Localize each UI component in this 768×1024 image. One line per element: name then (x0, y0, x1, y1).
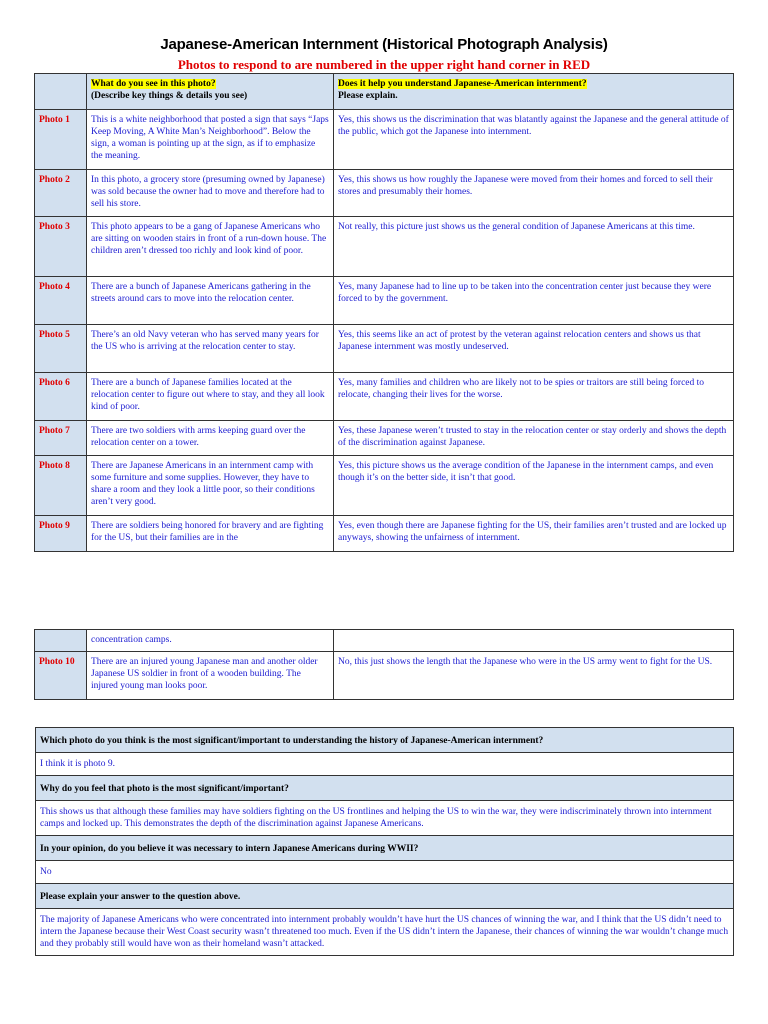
photo-label: Photo 8 (35, 456, 87, 516)
response-row (36, 801, 734, 836)
photo-label: Photo 7 (35, 421, 87, 456)
page-title: Japanese-American Internment (Historical Photograph Analysis) (160, 36, 608, 53)
photo-analysis-table (34, 73, 734, 552)
answer-cell: Yes, many Japanese had to line up to be taken into the concentration center just because they were forced to by the government. (334, 277, 734, 325)
description-cell: There are two soldiers with arms keeping guard over the relocation center on a tower. (87, 421, 334, 456)
photo-label: Photo 4 (35, 277, 87, 325)
question-cell: In your opinion, do you believe it was necessary to intern Japanese Americans during WWII? (36, 836, 734, 861)
question-cell: Which photo do you think is the most significant/important to understanding the history of Japanese-American internment? (36, 728, 734, 753)
header-help-cell (334, 74, 734, 110)
reflection-questions-table (35, 727, 734, 956)
question-row (36, 836, 734, 861)
page-subtitle: Photos to respond to are numbered in the upper right hand corner in RED (177, 57, 591, 72)
table-header-row (35, 74, 734, 110)
description-cell: There are a bunch of Japanese Americans gathering in the streets around cars to move into the relocation center. (87, 277, 334, 325)
table-row (35, 373, 734, 421)
description-cell: There are a bunch of Japanese families located at the relocation center to figure out where to stay, and they all look kind of poor. (87, 373, 334, 421)
description-cell: This photo appears to be a gang of Japanese Americans who are sitting on wooden stairs in front of a run-down house. The children aren’t dressed too richly and look kind of poor. (87, 217, 334, 277)
question-row (36, 776, 734, 801)
table-row (35, 217, 734, 277)
table-row (35, 277, 734, 325)
answer-cell: Not really, this picture just shows us the general condition of Japanese Americans at this time. (334, 217, 734, 277)
answer-cell: Yes, this shows us how roughly the Japanese were moved from their homes and forced to sell their stores and presumably their homes. (334, 170, 734, 217)
table-row (35, 630, 734, 652)
photo-label: Photo 2 (35, 170, 87, 217)
response-row (36, 753, 734, 776)
answer-cell: Yes, this seems like an act of protest by the veteran against relocation centers and shows us that Japanese internment was mostly undeserved. (334, 325, 734, 373)
description-cell: There are soldiers being honored for bravery and are fighting for the US, but their families are in the (87, 516, 334, 552)
photo-analysis-table-continued (34, 629, 734, 700)
answer-cell: Yes, these Japanese weren’t trusted to stay in the relocation center or stay orderly and shows the depth of the discrimination against Japanese. (334, 421, 734, 456)
question-cell: Please explain your answer to the question above. (36, 884, 734, 909)
answer-cell: Yes, even though there are Japanese fighting for the US, their families aren’t trusted and are locked up anyways, showing the unfairness of internment. (334, 516, 734, 552)
description-cell: In this photo, a grocery store (presuming owned by Japanese) was sold because the owner had to move and therefore had to sell his store. (87, 170, 334, 217)
answer-cell: Yes, this picture shows us the average condition of the Japanese in the internment camps, and even though it’s on the better side, it isn’t that good. (334, 456, 734, 516)
photo-label (35, 630, 87, 652)
table-row (35, 516, 734, 552)
photo-label: Photo 3 (35, 217, 87, 277)
answer-cell (334, 630, 734, 652)
answer-cell: Yes, many families and children who are likely not to be spies or traitors are still being forced to relocate, changing their lives for the worse. (334, 373, 734, 421)
table-row (35, 421, 734, 456)
response-cell: The majority of Japanese Americans who were concentrated into internment probably wouldn’t have hurt the US chances of winning the war, and I think that the US didn’t need to intern the Japanese because their West Coast security wasn’t threatened too much. Even if the US didn’t intern the Japanese, their chances of winning the war wouldn’t change much and they probably still would have won as their homeland wasn’t attacked. (36, 909, 734, 956)
header-help-question: Does it help you understand Japanese-American internment? (338, 79, 587, 89)
answer-cell: No, this just shows the length that the Japanese who were in the US army went to fight for the US. (334, 652, 734, 700)
question-row (36, 884, 734, 909)
header-help-instructions: Please explain. (338, 91, 398, 101)
description-cell: There are Japanese Americans in an internment camp with some furniture and some supplies. However, they have to share a room and they look a little poor, so their conditions aren’t very good. (87, 456, 334, 516)
response-row (36, 909, 734, 956)
response-cell: This shows us that although these families may have soldiers fighting on the US frontlines and helping the US to win the war, they were indiscriminately thrown into internment camps and locked up. This demonstrates the depth of the discrimination against Japanese Americans. (36, 801, 734, 836)
header-what-cell (87, 74, 334, 110)
header-blank-cell (35, 74, 87, 110)
question-row (36, 728, 734, 753)
header-what-instructions: (Describe key things & details you see) (91, 91, 248, 101)
photo-label: Photo 5 (35, 325, 87, 373)
description-cell: There’s an old Navy veteran who has served many years for the US who is arriving at the relocation center to stay. (87, 325, 334, 373)
table-row (35, 456, 734, 516)
description-cell: There are an injured young Japanese man and another older Japanese US soldier in front of a wooden building. The injured young man looks poor. (87, 652, 334, 700)
photo-label: Photo 6 (35, 373, 87, 421)
response-row (36, 861, 734, 884)
header-what-question: What do you see in this photo? (91, 79, 216, 89)
table-row (35, 652, 734, 700)
table-row (35, 110, 734, 170)
photo-label: Photo 1 (35, 110, 87, 170)
description-cell: This is a white neighborhood that posted a sign that says “Japs Keep Moving, A White Man’s Neighborhood”. Below the sign, a woman is pointing up at the sign, as if to emphasize the meaning. (87, 110, 334, 170)
response-cell: No (36, 861, 734, 884)
question-cell: Why do you feel that photo is the most significant/important? (36, 776, 734, 801)
table-row (35, 325, 734, 373)
table-row (35, 170, 734, 217)
response-cell: I think it is photo 9. (36, 753, 734, 776)
photo-label: Photo 9 (35, 516, 87, 552)
photo-label: Photo 10 (35, 652, 87, 700)
answer-cell: Yes, this shows us the discrimination that was blatantly against the Japanese and the general attitude of the public, which got the Japanese into internment. (334, 110, 734, 170)
description-cell: concentration camps. (87, 630, 334, 652)
